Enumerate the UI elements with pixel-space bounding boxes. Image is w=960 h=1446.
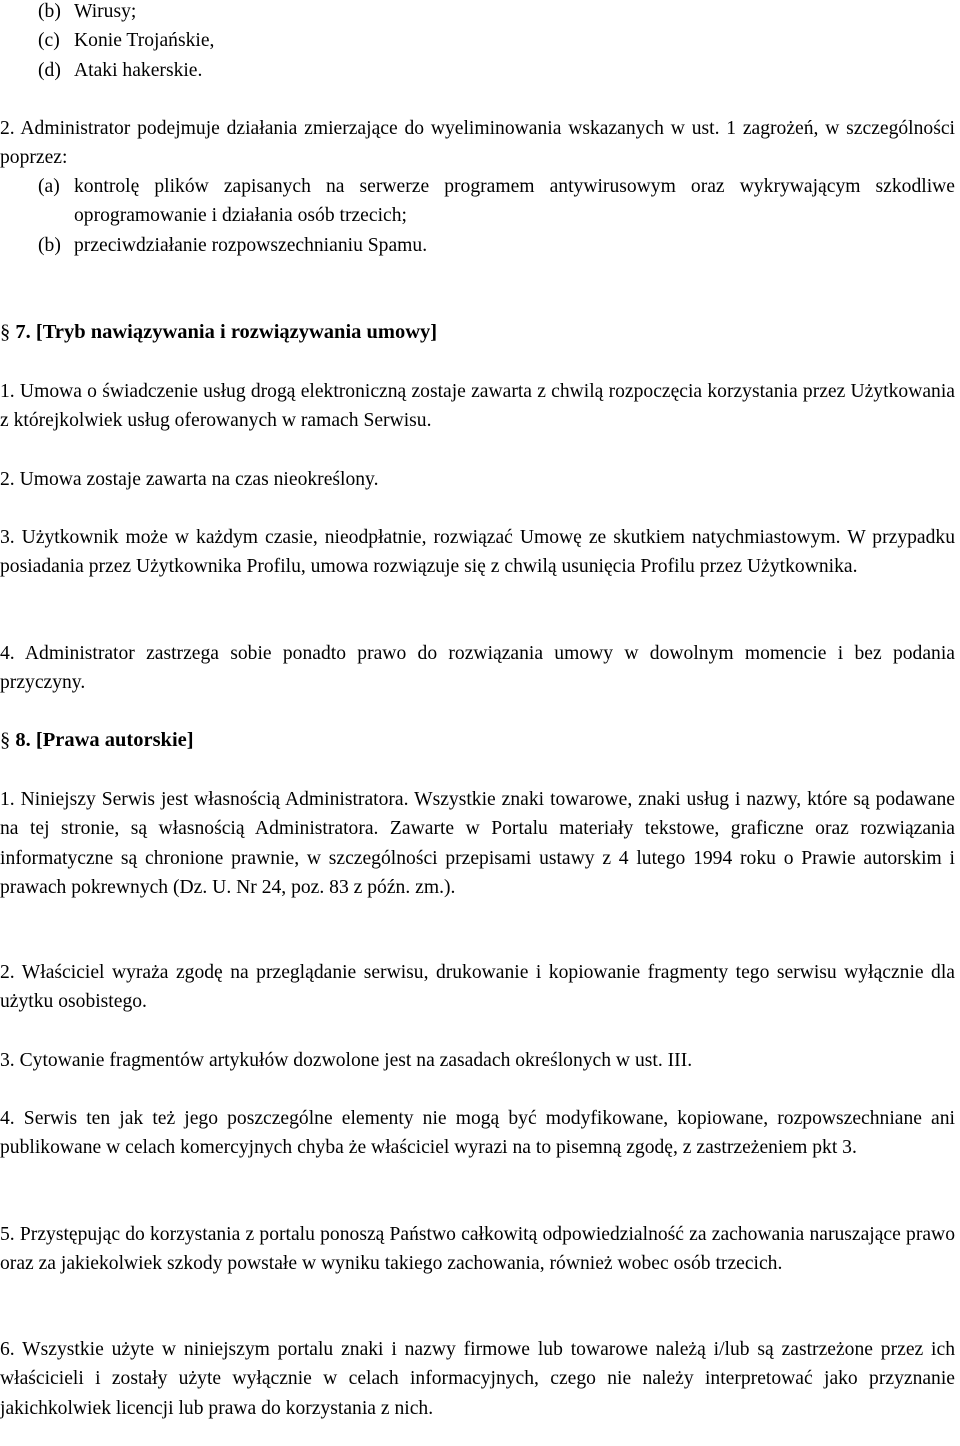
section-title: 7. [Tryb nawiązywania i rozwiązywania umowy]: [15, 321, 438, 343]
paragraph: 3. Cytowanie fragmentów artykułów dozwolone jest na zasadach określonych w ust. III.: [0, 1050, 693, 1071]
list-label: (b): [38, 234, 61, 256]
section-heading: [0, 318, 955, 347]
paragraph: 4. Serwis ten jak też jego poszczególne elementy nie mogą być modyfikowane, kopiowane, rozpowszechniane ani publikowane w celach komercyjnych chyba że właściciel wyrazi na to pisemną zgodę, z zastrzeżeniem pkt 3.: [0, 1108, 955, 1159]
paragraph: 1. Umowa o świadczenie usług drogą elektroniczną zostaje zawarta z chwilą rozpoczęcia korzystania przez Użytkowania z którejkolwiek usług oferowanych w ramach Serwisu.: [0, 381, 955, 432]
section-heading: [0, 726, 955, 755]
list-item: [0, 231, 955, 260]
paragraph: 2. Umowa zostaje zawarta na czas nieokreślony.: [0, 469, 379, 490]
list-text: Konie Trojańskie,: [74, 30, 215, 52]
list-text: kontrolę plików zapisanych na serwerze programem antywirusowym oraz wykrywającym szkodliwe oprogramowanie i działania osób trzecich;: [74, 176, 955, 227]
section-title: 8. [Prawa autorskie]: [15, 729, 194, 751]
threat-list: [0, 0, 955, 85]
paragraph: 3. Użytkownik może w każdym czasie, nieodpłatnie, rozwiązać Umowę ze skutkiem natychmiastowym. W przypadku posiadania przez Użytkownika Profilu, umowa rozwiązuje się z chwilą usunięcia Profilu przez Użytkownika.: [0, 527, 955, 578]
paragraph: 2. Właściciel wyraża zgodę na przeglądanie serwisu, drukowanie i kopiowanie fragmenty tego serwisu wyłącznie dla użytku osobistego.: [0, 962, 955, 1013]
list-text: Wirusy;: [74, 1, 137, 22]
paragraph-sign: §: [0, 729, 11, 751]
list-label: (b): [38, 1, 61, 22]
paragraph-sign: §: [0, 321, 11, 343]
paragraph: 4. Administrator zastrzega sobie ponadto prawo do rozwiązania umowy w dowolnym momencie i bez podania przyczyny.: [0, 643, 955, 694]
list-item: [0, 172, 955, 231]
list-item: [0, 26, 955, 55]
list-label: (d): [38, 59, 61, 81]
list-label: (a): [38, 176, 60, 197]
list-text: przeciwdziałanie rozpowszechnianiu Spamu.: [74, 234, 428, 256]
list-item: [0, 56, 955, 85]
paragraph: 6. Wszystkie użyte w niniejszym portalu znaki i nazwy firmowe lub towarowe należą i/lub są zastrzeżone przez ich właścicieli i zostały użyte wyłącznie w celach informacyjnych, czego nie należy interpretować jako przyznanie jakichkolwiek licencji lub prawa do korzystania z nich.: [0, 1339, 955, 1419]
list-item: [0, 0, 955, 26]
list-label: (c): [38, 30, 60, 52]
paragraph: 2. Administrator podejmuje działania zmierzające do wyeliminowania wskazanych w ust. 1 zagrożeń, w szczególności poprzez:: [0, 118, 955, 169]
paragraph: 1. Niniejszy Serwis jest własnością Administratora. Wszystkie znaki towarowe, znaki usług i nazwy, które są podawane na tej stronie, są własnością Administratora. Zawarte w Portalu materiały tekstowe, graficzne oraz rozwiązania informatyczne są chronione prawnie, w szczególności przepisami ustawy z 4 lutego 1994 roku o Prawie autorskim i prawach pokrewnych (Dz. U. Nr 24, poz. 83 z późn. zm.).: [0, 789, 955, 898]
measures-list: [0, 172, 955, 260]
paragraph: 5. Przystępując do korzystania z portalu ponoszą Państwo całkowitą odpowiedzialność za zachowania naruszające prawo oraz za jakiekolwiek szkody powstałe w wyniku takiego zachowania, również wobec osób trzecich.: [0, 1224, 955, 1275]
list-text: Ataki hakerskie.: [74, 59, 203, 81]
